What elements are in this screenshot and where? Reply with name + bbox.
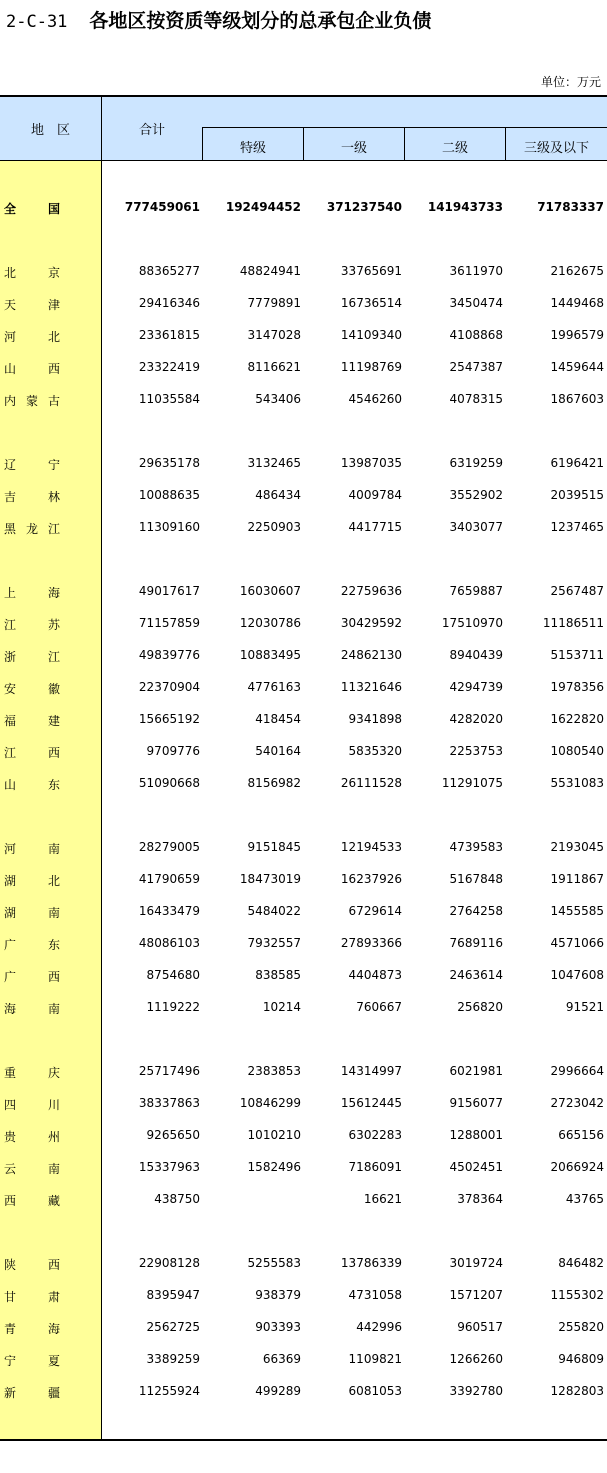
value-cell: 665156 [558,1128,604,1142]
region-name: 福建 [4,714,60,728]
value-cell: 48824941 [239,264,301,278]
value-cell: 442996 [356,1320,402,1334]
value-cell: 1459644 [550,360,604,374]
table-row [0,576,607,608]
table-row [0,1056,607,1088]
value-cell: 2723042 [550,1096,604,1110]
value-cell: 2567487 [550,584,604,598]
value-cell: 51090668 [138,776,200,790]
value-cell: 760667 [356,1000,402,1014]
value-cell: 41790659 [138,872,200,886]
value-cell: 1978356 [550,680,604,694]
value-cell: 30429592 [340,616,402,630]
value-cell: 7779891 [247,296,301,310]
value-cell: 2562725 [146,1320,200,1334]
region-name: 云南 [4,1162,60,1176]
region-name: 四川 [4,1098,60,1112]
value-cell: 17510970 [441,616,503,630]
value-cell: 49839776 [138,648,200,662]
value-cell: 9265650 [146,1128,200,1142]
value-cell: 3132465 [247,456,301,470]
value-cell: 2764258 [449,904,503,918]
value-cell: 1911867 [550,872,604,886]
table-row [0,192,607,224]
value-cell: 12194533 [340,840,402,854]
value-cell: 438750 [154,1192,200,1206]
region-name: 安徽 [4,682,60,696]
value-cell: 2066924 [550,1160,604,1174]
value-cell: 16621 [363,1192,402,1206]
value-cell: 4502451 [449,1160,503,1174]
value-cell: 9709776 [146,744,200,758]
value-cell: 3552902 [449,488,503,502]
value-cell: 13987035 [340,456,402,470]
value-cell: 4108868 [449,328,503,342]
table-row [0,736,607,768]
value-cell: 18473019 [239,872,301,886]
value-cell: 5153711 [550,648,604,662]
table-row [0,672,607,704]
value-cell: 2463614 [449,968,503,982]
value-cell: 141943733 [427,200,503,214]
value-cell: 1622820 [550,712,604,726]
region-name: 山东 [4,778,60,792]
value-cell: 960517 [457,1320,503,1334]
table-row [0,864,607,896]
value-cell: 1266260 [449,1352,503,1366]
table-row [0,288,607,320]
region-name: 西藏 [4,1194,60,1208]
value-cell: 16237926 [340,872,402,886]
region-name: 河南 [4,842,60,856]
page-title [6,6,431,33]
value-cell: 22908128 [138,1256,200,1270]
value-cell: 14109340 [340,328,402,342]
table-row [0,1184,607,1216]
value-cell: 938379 [255,1288,301,1302]
value-cell: 4417715 [348,520,402,534]
header-bottom-rule [0,160,607,161]
table-row [0,896,607,928]
value-cell: 6081053 [348,1384,402,1398]
table-row [0,768,607,800]
value-cell: 1455585 [550,904,604,918]
value-cell: 8395947 [146,1288,200,1302]
value-cell: 71783337 [537,200,604,214]
value-cell: 192494452 [225,200,301,214]
table-row [0,608,607,640]
value-cell: 5835320 [348,744,402,758]
value-cell: 499289 [255,1384,301,1398]
value-cell: 540164 [255,744,301,758]
value-cell: 12030786 [239,616,301,630]
region-name: 吉林 [4,490,60,504]
value-cell: 11321646 [340,680,402,694]
table-row [0,384,607,416]
value-cell: 903393 [255,1320,301,1334]
value-cell: 9156077 [449,1096,503,1110]
value-cell: 838585 [255,968,301,982]
table-row [0,448,607,480]
value-cell: 4404873 [348,968,402,982]
table-row [0,992,607,1024]
value-cell: 1080540 [550,744,604,758]
header-special-grade: 特级 [239,141,266,156]
table-title: 各地区按资质等级划分的总承包企业负债 [89,10,432,32]
table-row [0,256,607,288]
value-cell: 777459061 [124,200,200,214]
value-cell: 7659887 [449,584,503,598]
unit-label: 单位：万元 [540,75,601,89]
value-cell: 23322419 [138,360,200,374]
table-row [0,832,607,864]
value-cell: 2383853 [247,1064,301,1078]
region-name: 内蒙古 [4,394,60,408]
value-cell: 3389259 [146,1352,200,1366]
region-name: 湖北 [4,874,60,888]
value-cell: 25717496 [138,1064,200,1078]
value-cell: 4009784 [348,488,402,502]
region-name: 湖南 [4,906,60,920]
value-cell: 15337963 [138,1160,200,1174]
value-cell: 5531083 [550,776,604,790]
value-cell: 10883495 [239,648,301,662]
table-row [0,1152,607,1184]
region-name: 天津 [4,298,60,312]
value-cell: 13786339 [340,1256,402,1270]
value-cell: 22370904 [138,680,200,694]
value-cell: 6729614 [348,904,402,918]
value-cell: 11198769 [340,360,402,374]
value-cell: 3147028 [247,328,301,342]
value-cell: 256820 [457,1000,503,1014]
table-row [0,1344,607,1376]
value-cell: 10214 [262,1000,301,1014]
value-cell: 6302283 [348,1128,402,1142]
value-cell: 9341898 [348,712,402,726]
value-cell: 4546260 [348,392,402,406]
table-row [0,1248,607,1280]
region-name: 甘肃 [4,1290,60,1304]
value-cell: 2253753 [449,744,503,758]
value-cell: 9151845 [247,840,301,854]
region-name: 贵州 [4,1130,60,1144]
value-cell: 1288001 [449,1128,503,1142]
value-cell: 255820 [558,1320,604,1334]
value-cell: 33765691 [340,264,402,278]
value-cell: 66369 [262,1352,301,1366]
value-cell: 1010210 [247,1128,301,1142]
value-cell: 8754680 [146,968,200,982]
value-cell: 1109821 [348,1352,402,1366]
top-rule [0,95,607,97]
region-name: 新疆 [4,1386,60,1400]
value-cell: 15665192 [138,712,200,726]
region-name: 黑龙江 [4,522,60,536]
value-cell: 71157859 [138,616,200,630]
value-cell: 1571207 [449,1288,503,1302]
value-cell: 11309160 [138,520,200,534]
value-cell: 371237540 [326,200,402,214]
table-row [0,352,607,384]
value-cell: 14314997 [340,1064,402,1078]
value-cell: 2996664 [550,1064,604,1078]
value-cell: 4078315 [449,392,503,406]
table-row [0,1376,607,1408]
value-cell: 2250903 [247,520,301,534]
value-cell: 4776163 [247,680,301,694]
table-row [0,1088,607,1120]
value-cell: 2547387 [449,360,503,374]
value-cell: 8156982 [247,776,301,790]
value-cell: 26111528 [340,776,402,790]
region-name: 上海 [4,586,60,600]
value-cell: 6196421 [550,456,604,470]
value-cell: 3392780 [449,1384,503,1398]
table-row [0,1280,607,1312]
value-cell: 1867603 [550,392,604,406]
table-row [0,928,607,960]
value-cell: 4571066 [550,936,604,950]
value-cell: 2162675 [550,264,604,278]
region-name: 重庆 [4,1066,60,1080]
region-name: 海南 [4,1002,60,1016]
region-name: 全国 [4,202,60,216]
table-row [0,1312,607,1344]
table-row [0,640,607,672]
value-cell: 418454 [255,712,301,726]
value-cell: 11186511 [542,616,604,630]
region-name: 浙江 [4,650,60,664]
value-cell: 88365277 [138,264,200,278]
value-cell: 15612445 [340,1096,402,1110]
region-name: 广东 [4,938,60,952]
table-row [0,1120,607,1152]
value-cell: 6319259 [449,456,503,470]
value-cell: 1282803 [550,1384,604,1398]
value-cell: 16030607 [239,584,301,598]
header-total: 合计 [138,123,165,138]
value-cell: 5255583 [247,1256,301,1270]
header-grade-3-below: 三级及以下 [523,141,589,156]
value-cell: 2193045 [550,840,604,854]
value-cell: 1449468 [550,296,604,310]
region-name: 青海 [4,1322,60,1336]
value-cell: 3403077 [449,520,503,534]
bottom-rule [0,1439,607,1441]
value-cell: 7932557 [247,936,301,950]
value-cell: 11035584 [138,392,200,406]
region-name: 山西 [4,362,60,376]
table-row [0,320,607,352]
table-row [0,512,607,544]
region-name: 河北 [4,330,60,344]
region-name: 江苏 [4,618,60,632]
value-cell: 3019724 [449,1256,503,1270]
value-cell: 543406 [255,392,301,406]
value-cell: 11291075 [441,776,503,790]
value-cell: 23361815 [138,328,200,342]
value-cell: 2039515 [550,488,604,502]
value-cell: 4294739 [449,680,503,694]
table-row [0,480,607,512]
value-cell: 29416346 [138,296,200,310]
region-name: 广西 [4,970,60,984]
region-name: 辽宁 [4,458,60,472]
value-cell: 7186091 [348,1160,402,1174]
table-row [0,704,607,736]
value-cell: 27893366 [340,936,402,950]
value-cell: 946809 [558,1352,604,1366]
value-cell: 10846299 [239,1096,301,1110]
value-cell: 4739583 [449,840,503,854]
value-cell: 1047608 [550,968,604,982]
region-name: 北京 [4,266,60,280]
value-cell: 1155302 [550,1288,604,1302]
value-cell: 10088635 [138,488,200,502]
value-cell: 3450474 [449,296,503,310]
value-cell: 846482 [558,1256,604,1270]
value-cell: 4731058 [348,1288,402,1302]
value-cell: 5167848 [449,872,503,886]
value-cell: 7689116 [449,936,503,950]
value-cell: 16736514 [340,296,402,310]
value-cell: 1237465 [550,520,604,534]
header-grade-2: 二级 [441,141,468,156]
value-cell: 24862130 [340,648,402,662]
value-cell: 6021981 [449,1064,503,1078]
value-cell: 8940439 [449,648,503,662]
region-name: 江西 [4,746,60,760]
header-grade-1: 一级 [340,141,367,156]
value-cell: 16433479 [138,904,200,918]
value-cell: 11255924 [138,1384,200,1398]
value-cell: 5484022 [247,904,301,918]
table-code: 2-C-31 [6,12,68,32]
value-cell: 29635178 [138,456,200,470]
value-cell: 22759636 [340,584,402,598]
value-cell: 486434 [255,488,301,502]
value-cell: 48086103 [138,936,200,950]
value-cell: 1582496 [247,1160,301,1174]
value-cell: 1119222 [146,1000,200,1014]
value-cell: 28279005 [138,840,200,854]
table-row [0,960,607,992]
value-cell: 49017617 [138,584,200,598]
value-cell: 1996579 [550,328,604,342]
value-cell: 38337863 [138,1096,200,1110]
value-cell: 91521 [565,1000,604,1014]
value-cell: 43765 [565,1192,604,1206]
header-region: 地 区 [30,123,70,138]
region-name: 宁夏 [4,1354,60,1368]
region-name: 陕西 [4,1258,60,1272]
value-cell: 8116621 [247,360,301,374]
value-cell: 4282020 [449,712,503,726]
value-cell: 3611970 [449,264,503,278]
value-cell: 378364 [457,1192,503,1206]
